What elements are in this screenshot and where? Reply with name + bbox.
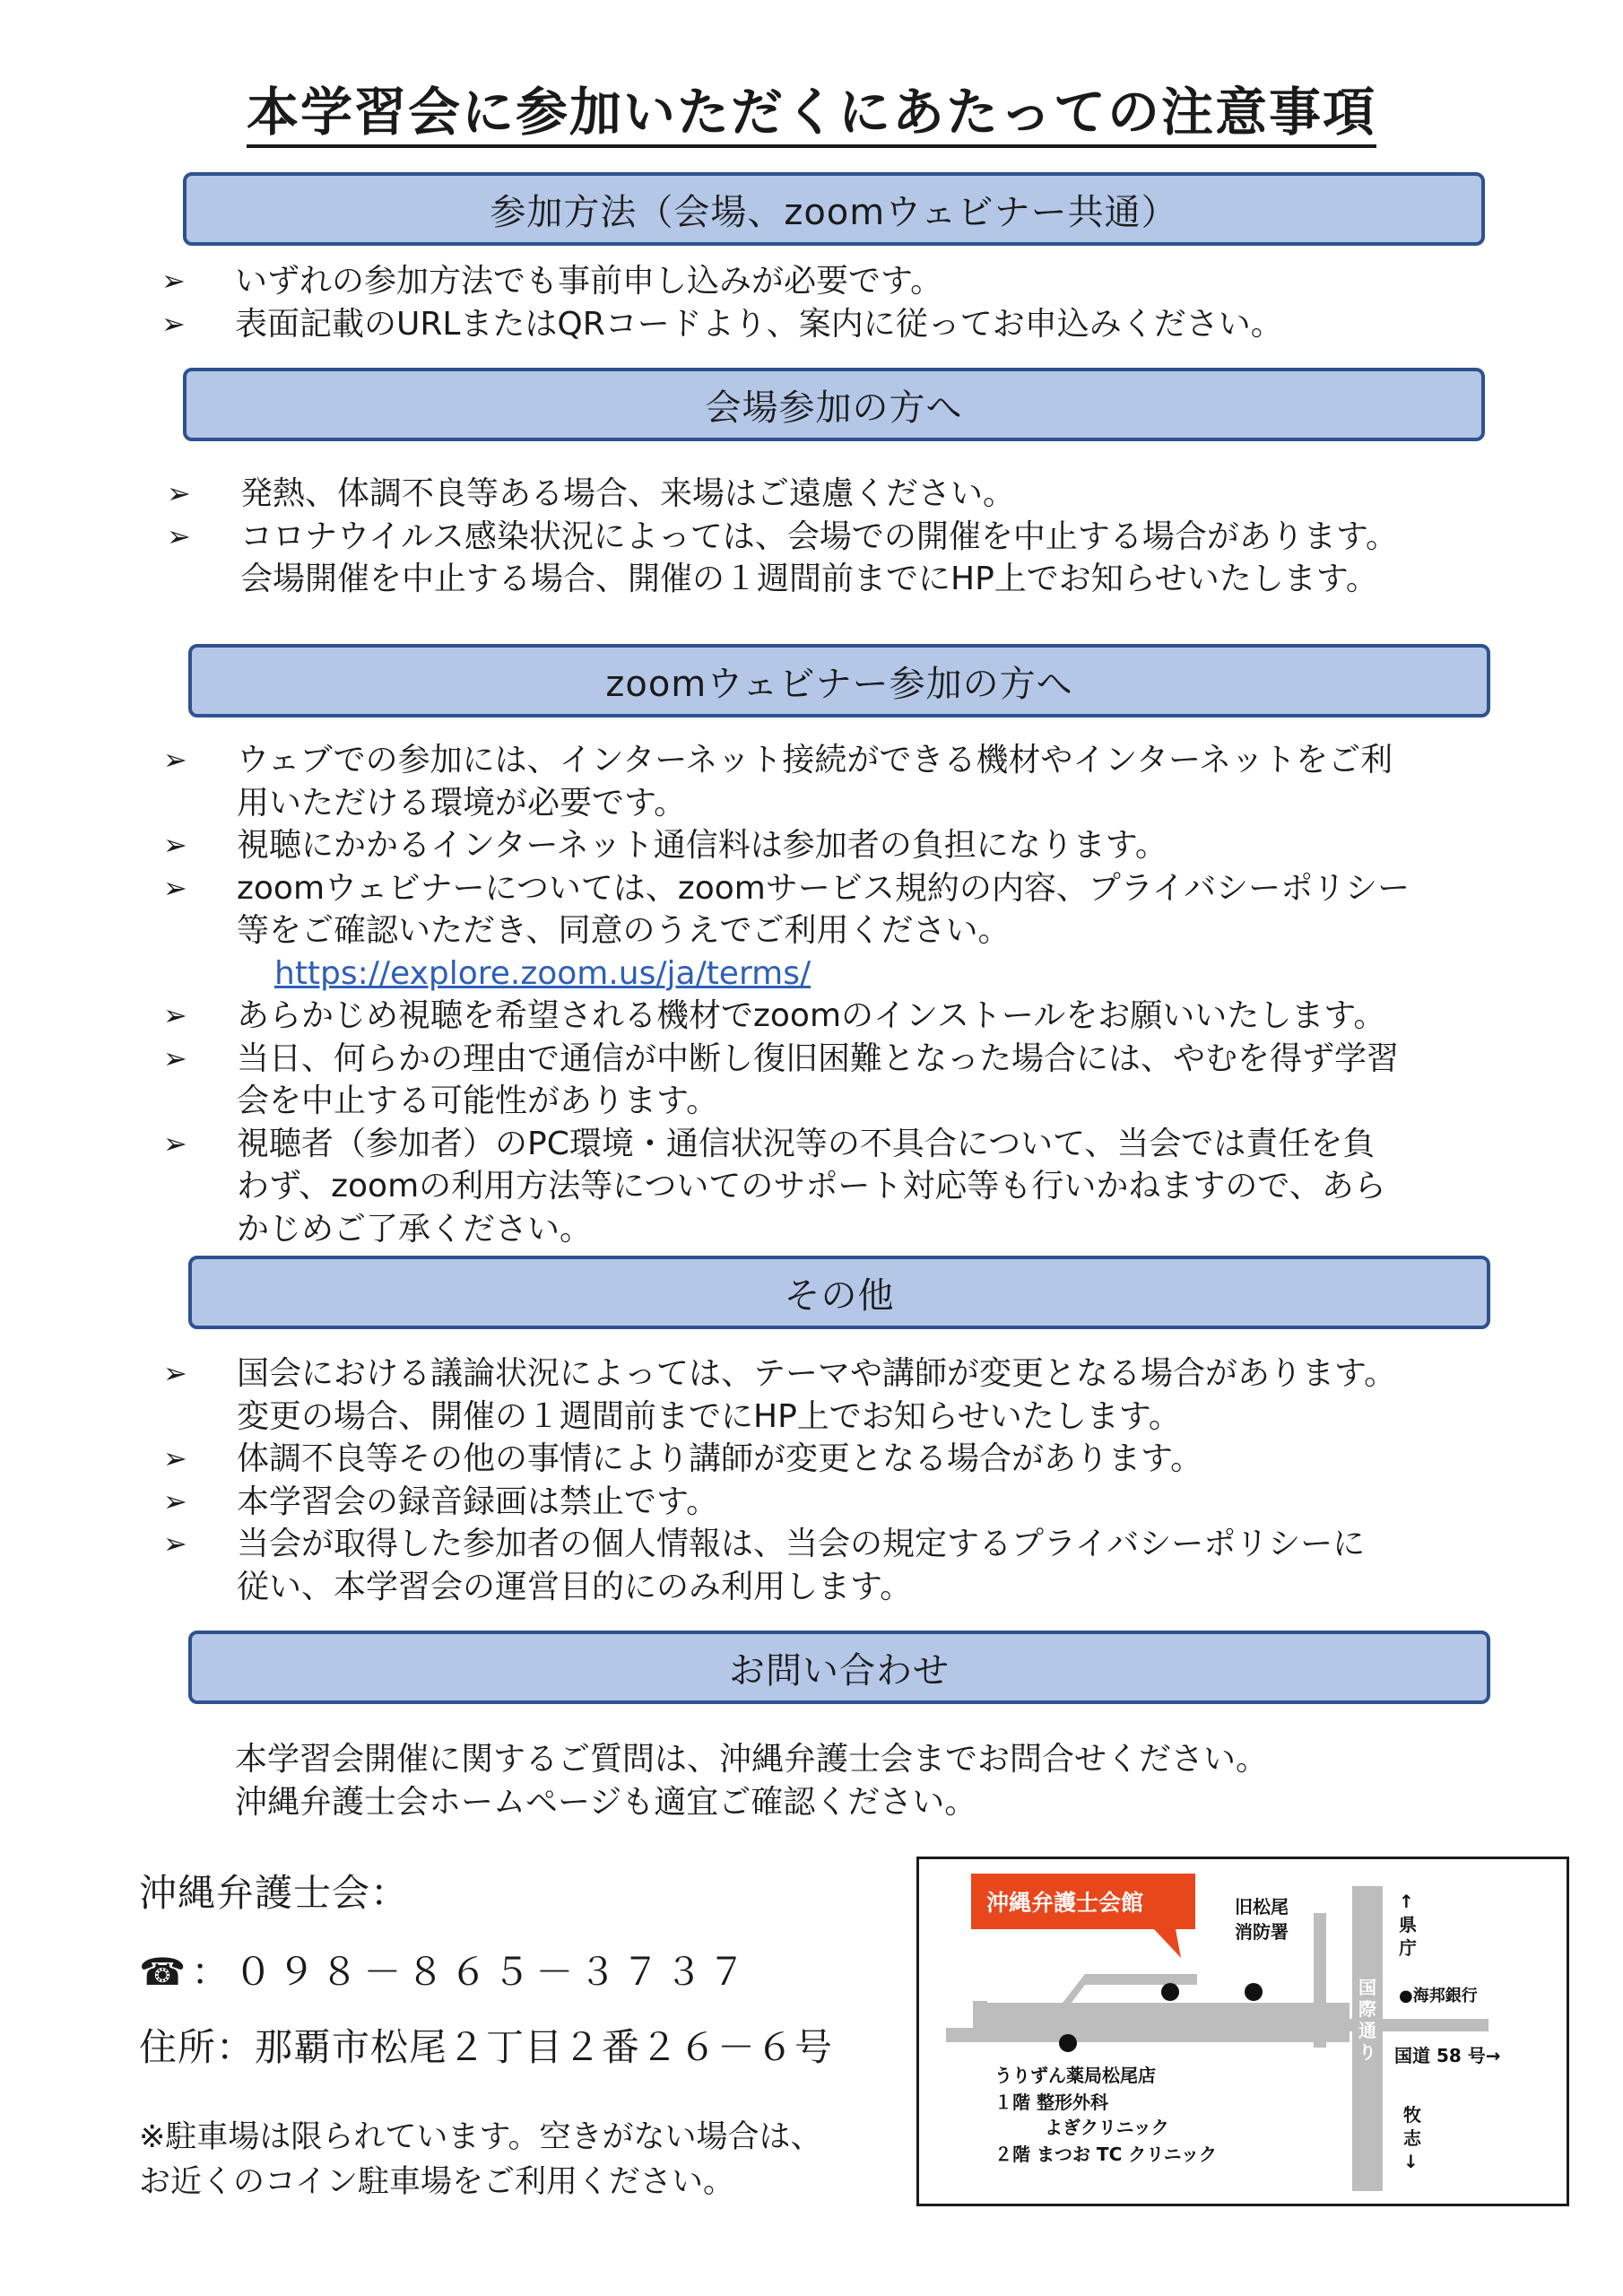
list-item: ➢ ウェブでの参加には、インターネット接続ができる機材やインターネットをご利 用いただける環境が必要です。	[163, 739, 1535, 824]
map-label-bank: ●海邦銀行	[1399, 1987, 1478, 2005]
list-item: ➢ いずれの参加方法でも事前申し込みが必要です。	[161, 260, 1506, 303]
route58-road	[1327, 2019, 1488, 2031]
map-label-fire-station: 旧松尾消防署	[1235, 1896, 1289, 1943]
arrow-bullet-icon: ➢	[167, 476, 191, 510]
arrow-bullet-icon: ➢	[163, 1483, 187, 1518]
zoom-terms-link[interactable]: https://explore.zoom.us/ja/terms/	[274, 954, 812, 992]
section-heading-zoom: zoomウェビナー参加の方へ	[188, 644, 1490, 718]
map-marker-icon	[1245, 1983, 1263, 2001]
inquiry-text: 本学習会開催に関するご質問は、沖縄弁護士会までお問合せください。 沖縄弁護士会ホームページも適宜ご確認ください。	[235, 1741, 1269, 1821]
map-graphic	[919, 1859, 1567, 2204]
list-item: ➢ 国会における議論状況によっては、テーマや講師が変更となる場合があります。 変更の場合、開催の１週間前までにHP上でお知らせいたします。	[163, 1352, 1535, 1438]
method-list	[161, 260, 1506, 345]
map-marker-icon	[1161, 1983, 1179, 2001]
arrow-bullet-icon: ➢	[163, 998, 187, 1032]
map-label-clinic2: ２階 まつお TC クリニック	[994, 2144, 1218, 2165]
section-heading-other: その他	[188, 1256, 1490, 1329]
contact-org: 沖縄弁護士会：	[139, 1871, 410, 1915]
list-item: ➢ あらかじめ視聴を希望される機材でzoomのインストールをお願いいたします。	[163, 995, 1535, 1038]
zoom-list	[163, 739, 1535, 1250]
arrow-bullet-icon: ➢	[167, 518, 191, 553]
map-label-makishi: 牧志↓	[1403, 2104, 1421, 2172]
list-item: ➢ 視聴にかかるインターネット通信料は参加者の負担になります。	[163, 824, 1535, 867]
map-marker-icon	[1059, 2034, 1077, 2052]
map-label-prefecture: ↑県庁	[1399, 1891, 1417, 1959]
section-heading-inquiry: お問い合わせ	[188, 1631, 1490, 1704]
arrow-bullet-icon: ➢	[163, 1126, 187, 1161]
arrow-bullet-icon: ➢	[163, 870, 187, 905]
arrow-bullet-icon: ➢	[163, 1040, 187, 1075]
list-item: ➢ 体調不良等その他の事情により講師が変更となる場合があります。	[163, 1438, 1535, 1481]
list-item: ➢ zoomウェビナーについては、zoomサービス規約の内容、プライバシーポリシー 等をご確認いただき、同意のうえでご利用ください。 https://explore.zoom.us/ja/terms/	[163, 867, 1535, 996]
map-banner-label: 沖縄弁護士会館	[986, 1890, 1144, 1916]
contact-address: 住所：那覇市松尾２丁目２番２６－６号	[139, 2025, 834, 2069]
arrow-bullet-icon: ➢	[163, 743, 187, 777]
arrow-bullet-icon: ➢	[163, 828, 187, 862]
arrow-bullet-icon: ➢	[161, 306, 186, 341]
list-item: ➢ 発熱、体調不良等ある場合、来場はご遠慮ください。	[167, 473, 1530, 516]
list-item: ➢ 当会が取得した参加者の個人情報は、当会の規定するプライバシーポリシーに 従い、本学習会の運営目的にのみ利用します。	[163, 1523, 1535, 1608]
road-horizontal	[946, 2028, 1350, 2042]
arrow-bullet-icon: ➢	[163, 1526, 187, 1561]
map-label-pharmacy: うりずん薬局松尾店	[994, 2065, 1156, 2086]
section-heading-venue: 会場参加の方へ	[183, 368, 1485, 441]
arrow-bullet-icon: ➢	[163, 1356, 187, 1390]
other-list	[163, 1352, 1535, 1608]
list-item: ➢ 表面記載のURLまたはQRコードより、案内に従ってお申込みください。	[161, 303, 1506, 346]
arrow-bullet-icon: ➢	[163, 1441, 187, 1475]
list-item: ➢ 当日、何らかの理由で通信が中断し復旧困難となった場合には、やむを得ず学習 会を中止する可能性があります。	[163, 1038, 1535, 1123]
list-item: ➢ 本学習会の録音録画は禁止です。	[163, 1481, 1535, 1524]
parking-note: ※駐車場は限られています。空きがない場合は、 お近くのコイン駐車場をご利用ください。	[139, 2119, 822, 2200]
contact-phone: ☎：０９８－８６５－３７３７	[139, 1950, 751, 1994]
arrow-bullet-icon: ➢	[161, 264, 186, 298]
section-heading-method: 参加方法（会場、zoomウェビナー共通）	[183, 172, 1485, 246]
list-item: ➢ 視聴者（参加者）のPC環境・通信状況等の不具合について、当会では責任を負 わず、zoomの利用方法等についてのサポート対応等も行いかねますので、あら かじめご了承ください。	[163, 1123, 1535, 1251]
page-title: 本学習会に参加いただくにあたっての注意事項	[0, 70, 1623, 145]
map-label-clinic1b: よぎクリニック	[1045, 2117, 1169, 2138]
list-item: ➢ コロナウイルス感染状況によっては、会場での開催を中止する場合があります。 会場開催を中止する場合、開催の１週間前までにHP上でお知らせいたします。	[167, 516, 1530, 601]
venue-list	[167, 473, 1530, 601]
road-horizontal-upper	[973, 2003, 1350, 2017]
map-label-clinic1: １階 整形外科	[994, 2092, 1108, 2113]
map-label-route58: 国道 58 号→	[1394, 2045, 1501, 2066]
map-label-kokusai: 国際通り	[1358, 1977, 1376, 2063]
location-map	[916, 1857, 1569, 2206]
